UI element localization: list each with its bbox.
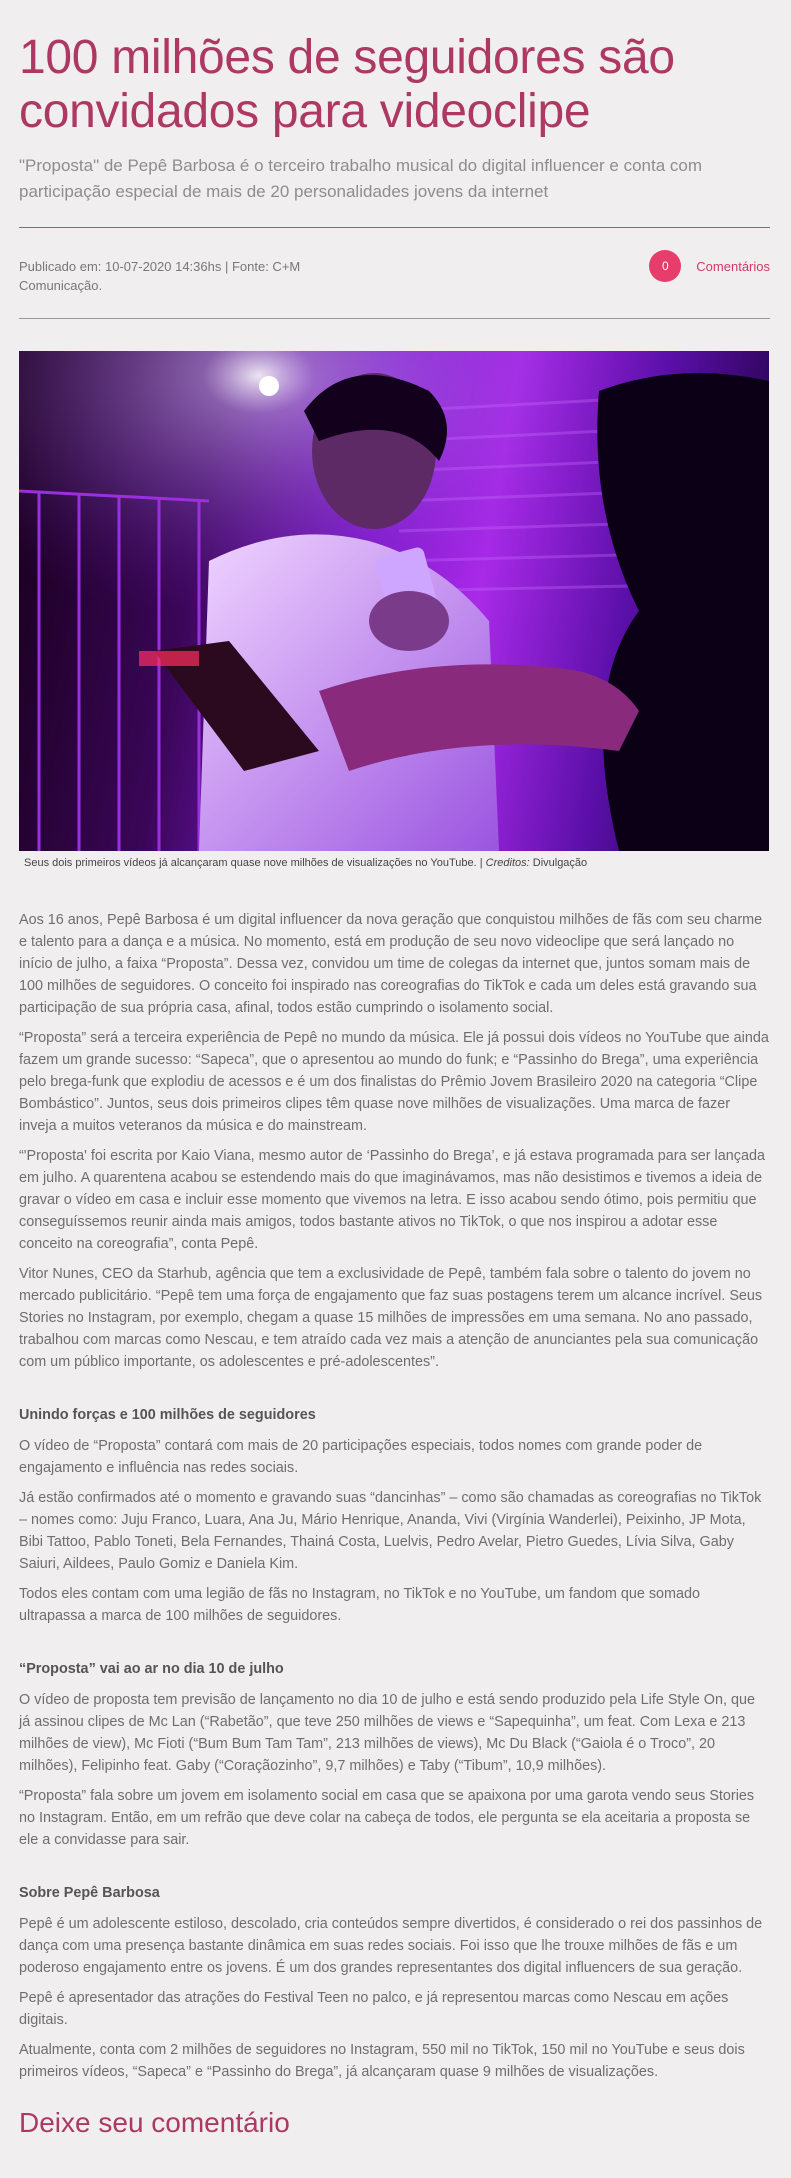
- caption-credit: Divulgação: [529, 857, 588, 869]
- article-photo: [19, 351, 769, 851]
- paragraph: Todos eles contam com uma legião de fãs no Instagram, no TikTok e no YouTube, um fandom que somado ultrapassa a marca de 100 milhões de seguidores.: [19, 1586, 701, 1624]
- article-meta: [19, 250, 770, 292]
- paragraph: Aos 16 anos, Pepê Barbosa é um digital influencer da nova geração que conquistou milhões de fãs com seu charme e talento para a dança e a música. No momento, está em produção de seu novo videoclipe que será lançado no início de julho, a faixa “Proposta”. Dessa vez, convidou um time de colegas da internet que, juntos somam mais de 100 milhões de seguidores. O conceito foi inspirado nas coreografias do TikTok e cada um deles está gravando sua participação de sua própria casa, afinal, todos estão cumprindo o isolamento social.: [19, 912, 763, 1016]
- paragraph: O vídeo de “Proposta” contará com mais de 20 participações especiais, todos nomes com grande poder de engajamento e influência nas redes sociais.: [19, 1438, 703, 1476]
- meta-divider: [19, 318, 770, 319]
- comments-section-title: Deixe seu comentário: [19, 2107, 290, 2138]
- article-subtitle: "Proposta" de Pepê Barbosa é o terceiro trabalho musical do digital influencer e conta com participação especial de mais de 20 personalidades jovens da internet: [19, 156, 703, 201]
- paragraph: Atualmente, conta com 2 milhões de seguidores no Instagram, 550 mil no TikTok, 150 mil no YouTube e seus dois primeiros vídeos, “Sapeca” e “Passinho do Brega”, já alcançaram quase 9 milhões de visualizações.: [19, 2042, 745, 2080]
- paragraph: “Proposta” será a terceira experiência de Pepê no mundo da música. Ele já possui dois vídeos no YouTube que ainda fazem um grande sucesso: “Sapeca”, que o apresentou ao mundo do funk; e “Passinho do Brega”, uma experiência pelo brega-funk que explodiu de acessos e é um dos finalistas do Prêmio Jovem Brasileiro 2020 na categoria “Clipe Bombástico”. Juntos, seus dois primeiros clipes têm quase nove milhões de visualizações. Uma marca de fazer inveja a muitos veteranos da música e do mainstream.: [19, 1030, 769, 1134]
- section-heading: Sobre Pepê Barbosa: [19, 1885, 160, 1901]
- paragraph: “'Proposta' foi escrita por Kaio Viana, mesmo autor de ‘Passinho do Brega’, e já estava programada para ser lançada em julho. A quarentena acabou se estendendo mais do que imaginávamos, mas não desistimos e tivemos a ideia de gravar o vídeo em casa e incluir esse momento que vivemos na letra. E isso acabou sendo ótimo, pois permitiu que conseguíssemos reunir ainda mais amigos, todos bastante ativos no TikTok, o que nos inspirou a adotar esse conceito na coreografia”, conta Pepê.: [19, 1148, 765, 1252]
- comments-link[interactable]: [649, 250, 770, 282]
- paragraph: Pepê é apresentador das atrações do Festival Teen no palco, e já representou marcas como Nescau em ações digitais.: [19, 1990, 729, 2028]
- comments-label[interactable]: Comentários: [696, 258, 770, 274]
- article-body: [19, 909, 770, 2139]
- comment-count-badge[interactable]: 0: [649, 250, 681, 282]
- caption-text: Seus dois primeiros vídeos já alcançaram quase nove milhões de visualizações no YouTube. |: [24, 857, 486, 869]
- paragraph: Pepê é um adolescente estiloso, descolado, cria conteúdos sempre divertidos, é considerado o rei dos passinhos de dança com uma presença bastante dinâmica em suas redes sociais. Foi isso que lhe trouxe milhões de fãs e um poderoso engajamento entre os jovens. É um dos grandes representantes dos digital influencers de sua geração.: [19, 1916, 763, 1976]
- paragraph: “Proposta” fala sobre um jovem em isolamento social em casa que se apaixona por uma garota vendo seus Stories no Instagram. Então, em um refrão que deve colar na cabeça de todos, ele pergunta se ela aceitaria a proposta se ele a convidasse para sair.: [19, 1788, 755, 1848]
- article-title: 100 milhões de seguidores são convidados para videoclipe: [19, 31, 675, 138]
- paragraph: O vídeo de proposta tem previsão de lançamento no dia 10 de julho e está sendo produzido pela Life Style On, que já assinou clipes de Mc Lan (“Rabetão”, que teve 250 milhões de views e “Sapequinha”, um feat. Com Lexa e 213 milhões de view), Mc Fioti (“Bum Bum Tam Tam”, 213 milhões de views), Mc Du Black (“Gaiola é o Troco”, 20 milhões), Felipinho feat. Gaby (“Coraçãozinho”, 9,7 milhões) e Taby (“Tibum”, 10,9 milhões).: [19, 1692, 756, 1774]
- section-heading: Unindo forças e 100 milhões de seguidores: [19, 1407, 316, 1423]
- section-heading: “Proposta” vai ao ar no dia 10 de julho: [19, 1661, 284, 1677]
- photo-caption: [19, 857, 770, 869]
- title-divider: [19, 227, 770, 228]
- publish-info: Publicado em: 10-07-2020 14:36hs | Fonte: C+M Comunicação.: [19, 259, 301, 293]
- paragraph: Vitor Nunes, CEO da Starhub, agência que tem a exclusividade de Pepê, também fala sobre o talento do jovem no mercado publicitário. “Pepê tem uma força de engajamento que faz suas postagens terem um alcance incrível. Seus Stories no Instagram, por exemplo, chegam a quase 15 milhões de impressões em uma semana. No ano passado, trabalhou com marcas como Nescau, e tem atraído cada vez mais a atenção de anunciantes pela sua comunicação com um público importante, os adolescentes e pré-adolescentes”.: [19, 1266, 763, 1370]
- photo-illustration: [19, 351, 769, 851]
- caption-credit-label: Creditos:: [485, 857, 530, 869]
- paragraph: Já estão confirmados até o momento e gravando suas “dancinhas” – como são chamadas as coreografias no TikTok – nomes como: Juju Franco, Luara, Ana Ju, Mário Henrique, Ananda, Vivi (Virgínia Wanderlei), Peixinho, JP Mota, Bibi Tattoo, Pablo Toneti, Bela Fernandes, Thainá Costa, Luelvis, Pedro Avelar, Pietro Guedes, Lívia Silva, Gaby Saiuri, Aildees, Paulo Gomiz e Daniela Kim.: [19, 1490, 762, 1572]
